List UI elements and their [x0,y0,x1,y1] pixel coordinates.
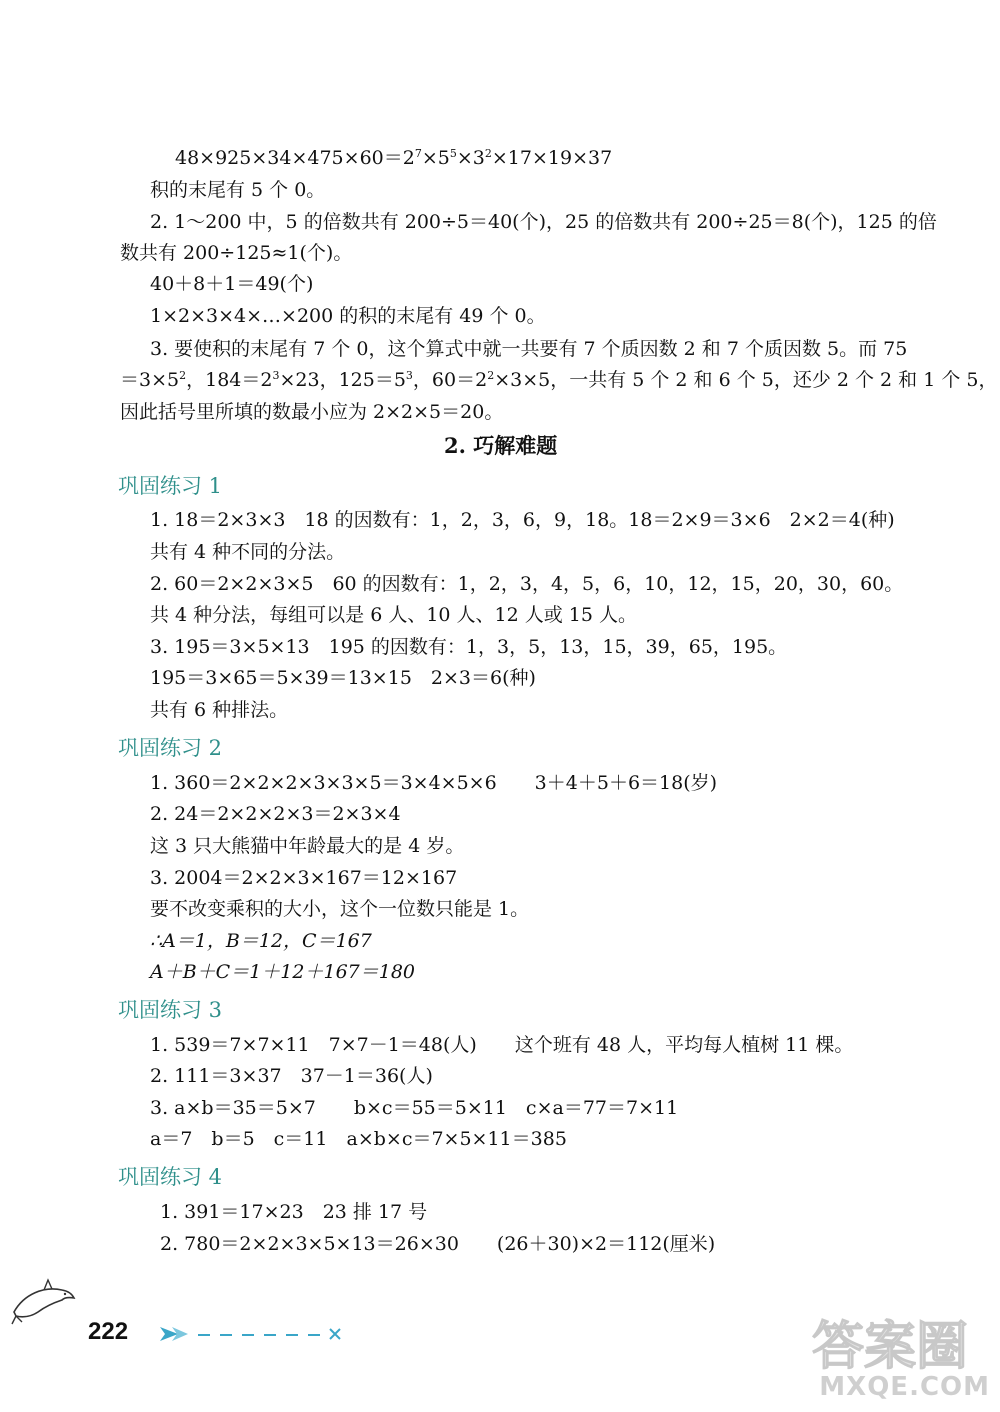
equation-text: ×3×5，一共有 5 个 2 和 6 个 5，还少 2 个 2 和 1 个 5， [494,369,998,391]
text-line: 3. 2004＝2×2×3×167＝12×167 [150,867,458,889]
page-number: 222 [88,1318,129,1345]
text-line: A＋B＋C＝1＋12＋167＝180 [150,961,416,983]
text-line: 积的末尾有 5 个 0。 [150,179,326,201]
equation-text: 48×925×34×475×60＝2 [175,147,415,169]
text-line: 共 4 种分法，每组可以是 6 人、10 人、12 人或 15 人。 [150,604,638,626]
text-line: 40＋8＋1＝49(个) [150,273,314,295]
equation-text: ，60＝2 [412,369,488,391]
section-title: 2. 巧解难题 [444,433,558,458]
text-line: 2. 1～200 中，5 的倍数共有 200÷5＝40(个)，25 的倍数共有 200÷25＝8(个)，125 的倍 [150,211,937,233]
exercise-header-1: 巩固练习 1 [118,474,223,498]
text-line: 3. 要使积的末尾有 7 个 0，这个算式中就一共要有 7 个质因数 2 和 7 个质因数 5。而 75 [150,338,908,360]
exercise-header-3: 巩固练习 3 [118,998,223,1022]
equation-text: ×17×19×37 [491,147,613,169]
exponent: 5 [449,147,457,160]
exponent: 2 [487,369,495,382]
text-line: 要不改变乘积的大小，这个一位数只能是 1。 [150,898,530,920]
exponent: 3 [272,369,280,382]
exponent: 2 [179,369,187,382]
text-line: a＝7 b＝5 c＝11 a×b×c＝7×5×11＝385 [150,1128,567,1150]
exercise-header-2: 巩固练习 2 [118,736,223,760]
text-line: 这 3 只大熊猫中年龄最大的是 4 岁。 [150,835,465,857]
text-line: 1. 391＝17×23 23 排 17 号 [160,1201,428,1223]
exercise-header-4: 巩固练习 4 [118,1165,223,1189]
text-line: 1. 18＝2×3×3 18 的因数有：1，2，3，6，9，18。18＝2×9＝3×6 2×2＝4(种) [150,509,895,531]
text-line: 共有 4 种不同的分法。 [150,541,346,563]
text-line: 共有 6 种排法。 [150,699,289,721]
exponent: 3 [405,369,413,382]
text-line: 2. 60＝2×2×3×5 60 的因数有：1，2，3，4，5，6，10，12，15，20，30，60。 [150,573,904,595]
equation-text: ×3 [456,147,485,169]
exponent: 7 [414,147,422,160]
text-line: 1. 539＝7×7×11 7×7－1＝48(人) 这个班有 48 人，平均每人植树 11 棵。 [150,1034,854,1056]
text-line: 3. a×b＝35＝5×7 b×c＝55＝5×11 c×a＝77＝7×11 [150,1097,679,1119]
text-line: 1×2×3×4×…×200 的积的末尾有 49 个 0。 [150,305,546,327]
text-line: 195＝3×65＝5×39＝13×15 2×3＝6(种) [150,667,536,689]
equation-text: ＝3×5 [120,369,180,391]
text-line: 2. 24＝2×2×2×3＝2×3×4 [150,803,401,825]
text-line: 2. 780＝2×2×3×5×13＝26×30 (26＋30)×2＝112(厘米) [160,1233,716,1255]
equation-text: ×5 [421,147,450,169]
arrow-dash-decoration [158,1324,348,1344]
equation-line [120,367,997,393]
text-line: 2. 111＝3×37 37－1＝36(人) [150,1065,433,1087]
dolphin-icon [10,1272,76,1326]
equation-text: ×23，125＝5 [279,369,406,391]
equation-line [175,145,612,171]
equation-text: ，184＝2 [186,369,273,391]
exponent: 2 [484,147,492,160]
watermark-text: MXQE.COM [819,1372,990,1402]
text-line: 因此括号里所填的数最小应为 2×2×5＝20。 [120,401,504,423]
text-line: 数共有 200÷125≈1(个)。 [120,242,353,264]
watermark-logo-text: 答案圈 [812,1317,969,1377]
text-line: 3. 195＝3×5×13 195 的因数有：1，3，5，13，15，39，65，195。 [150,636,788,658]
text-line: 1. 360＝2×2×2×3×3×5＝3×4×5×6 3＋4＋5＋6＝18(岁) [150,772,718,794]
text-line: ∴A＝1，B＝12，C＝167 [150,930,372,952]
